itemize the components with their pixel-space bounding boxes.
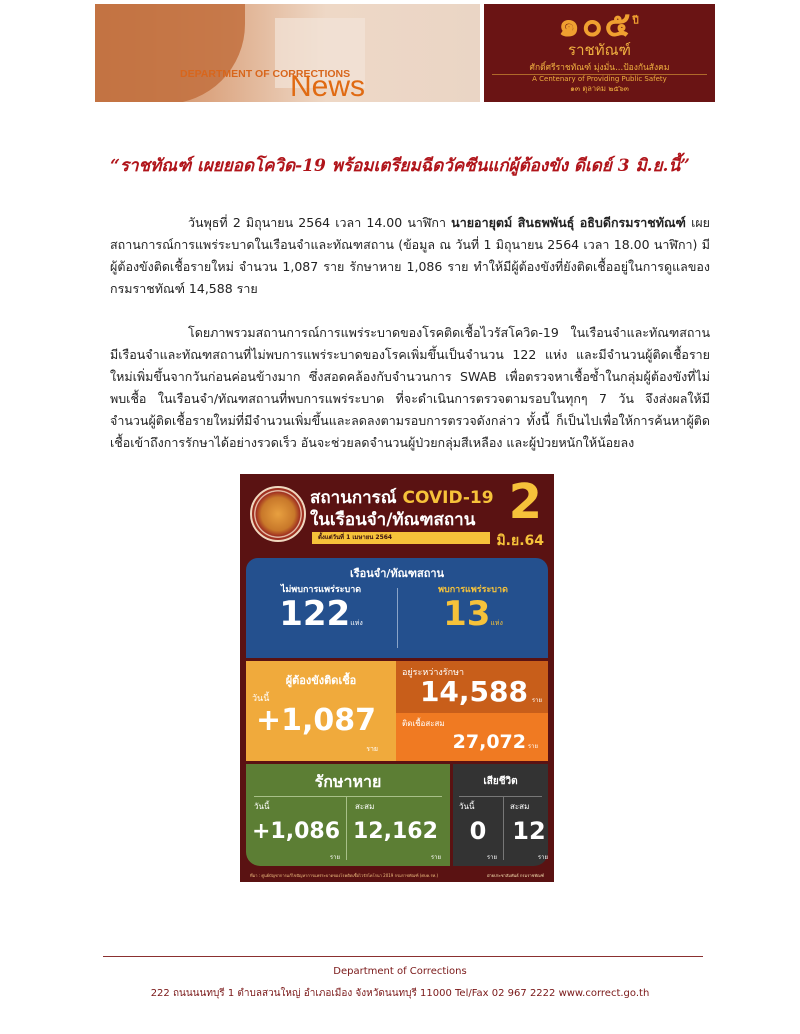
recovered-today: วันนี้ +1,086 ราย (252, 802, 341, 861)
covid-infographic (240, 474, 554, 882)
infected-panel: ผู้ต้องขังติดเชื้อ วันนี้ +1,087 ราย (246, 661, 396, 761)
anniversary-motto: ศักดิ์ศรีราชทัณฑ์ มุ่งมั่น...ป้องกันสังคม (492, 60, 707, 75)
paragraph-2: โดยภาพรวมสถานการณ์การแพร่ระบาดของโรคติดเชื้อไวรัสโควิด-19 ในเรือนจำและทัณฑสถาน มีเรือนจำและทัณฑสถานที่ไม่พบการแพร่ระบาดของโรคเพิ่มขึ้นเป็นจำนวน 122 แห่ง และมีจำนวนผู้ติดเชื้อรายใหม่เพิ่มขึ้นจากวันก่อนค่อนข้างมาก ซึ่งสอดคล้องกับจำนวนการ SWAB เพื่อตรวจหาเชื้อซ้ำในกลุ่มผู้ต้องขังที่ไม่พบเชื้อ ในเรือนจำ/ทัณฑสถานที่พบการแพร่ระบาด ที่จะดำเนินการตรวจตามรอบในทุกๆ 7 วัน จึงส่งผลให้มีจำนวนผู้ติดเชื้อรายใหม่ที่มีจำนวนเพิ่มขึ้นและลดลงตามรอบการตรวจดังกล่าว ทั้งนี้ ก็เป็นไปเพื่อให้การค้นหาผู้ติดเชื้อเข้าถึงการรักษาได้อย่างรวดเร็ว อันจะช่วยลดจำนวนผู้ป่วยกลุ่มสีเหลือง และผู้ป่วยหนักให้น้อยลง (110, 325, 710, 450)
since-date: ตั้งแต่วันที่ 1 เมษายน 2564 (312, 532, 490, 544)
anniversary-number: ๑๐๕$^{ปี}$ (558, 5, 641, 45)
deaths-total: สะสม 12 ราย (510, 802, 548, 861)
outcome-row (246, 764, 548, 866)
footer-address: 222 ถนนนนทบุรี 1 ตำบลสวนใหญ่ อำเภอเมือง จังหวัดนนทบุรี 11000 Tel/Fax 02 967 2222 www.correct.go.th (150, 988, 650, 999)
banner-photo (95, 4, 480, 102)
no-outbreak-stat: ไม่พบการแพร่ระบาด 122แห่ง (279, 585, 363, 634)
report-day: 2 (508, 474, 542, 530)
page-headline: “ราชทัณฑ์ เผยยอดโควิด-19 พร้อมเตรียมฉีดวัคซีนแก่ผู้ต้องขัง ดีเดย์ 3 มิ.ย.นี้” (110, 156, 690, 176)
department-seal-icon (250, 486, 306, 542)
infection-row (246, 661, 548, 761)
anniversary-date: ๑๓ ตุลาคม ๒๕๖๓ (570, 83, 629, 93)
paragraph-1: วันพุธที่ 2 มิถุนายน 2564 เวลา 14.00 นาฬิกา นายอายุตม์ สินธพพันธุ์ อธิบดีกรมราชทัณฑ์ เผยสถานการณ์การแพร่ระบาดในเรือนจำและทัณฑสถาน (ข้อมูล ณ วันที่ 1 มิถุนายน 2564 เวลา 18.00 นาฬิกา) มีผู้ต้องขังติดเชื้อรายใหม่ จำนวน 1,087 ราย รักษาหาย 1,086 ราย ทำให้มีผู้ต้องขังที่ยังติดเชื้ออยู่ในการดูแลของกรมราชทัณฑ์ 14,588 ราย (110, 215, 710, 296)
anniversary-logo (484, 4, 715, 102)
prisons-panel (246, 558, 548, 658)
infographic-source: ที่มา : ศูนย์บัญชาการแก้ไขปัญหาการแพร่ระบาดของโรคติดเชื้อไวรัสโคโรนา 2019 กรมราชทัณฑ์ (ศบค.รท.) ฝ่ายประชาสัมพันธ์ กรมราชทัณฑ์ (250, 873, 544, 878)
banner-dept: DEPARTMENT OF CORRECTIONS (180, 68, 351, 80)
footer-divider (103, 956, 703, 957)
infographic-subtitle: ในเรือนจำ/ทัณฑสถาน (310, 510, 476, 530)
news-banner (95, 4, 715, 102)
infected-today-value: +1,087 (256, 703, 377, 738)
treating-value: 14,588 (419, 675, 528, 708)
anniversary-english: A Centenary of Providing Public Safety (532, 74, 667, 83)
report-month: มิ.ย.64 (496, 533, 544, 549)
watchtower-image (95, 4, 245, 102)
infographic-title: สถานการณ์ COVID-19 (310, 488, 494, 508)
banner-news: News (290, 70, 366, 102)
treating-panel: อยู่ระหว่างรักษา 14,588 ราย (396, 661, 548, 713)
recovered-total: สะสม 12,162 ราย (353, 802, 441, 861)
cumulative-panel: ติดเชื้อสะสม 27,072 ราย (396, 713, 548, 761)
footer-org: Department of Corrections (333, 966, 467, 977)
recovered-panel: รักษาหาย วันนี้ +1,086 ราย สะสม 12,162 ราย (246, 764, 450, 866)
director-name: นายอายุตม์ สินธพพันธุ์ อธิบดีกรมราชทัณฑ์ (451, 215, 686, 230)
deaths-today: วันนี้ 0 ราย (459, 802, 497, 861)
infographic-header (246, 474, 548, 554)
anniversary-name: ราชทัณฑ์ (568, 41, 631, 59)
prisons-title: เรือนจำ/ทัณฑสถาน (349, 567, 445, 580)
cumulative-value: 27,072 (452, 731, 526, 753)
outbreak-stat: พบการแพร่ระบาด 13แห่ง (438, 585, 508, 634)
deaths-panel: เสียชีวิต วันนี้ 0 ราย สะสม 12 ราย (453, 764, 548, 866)
